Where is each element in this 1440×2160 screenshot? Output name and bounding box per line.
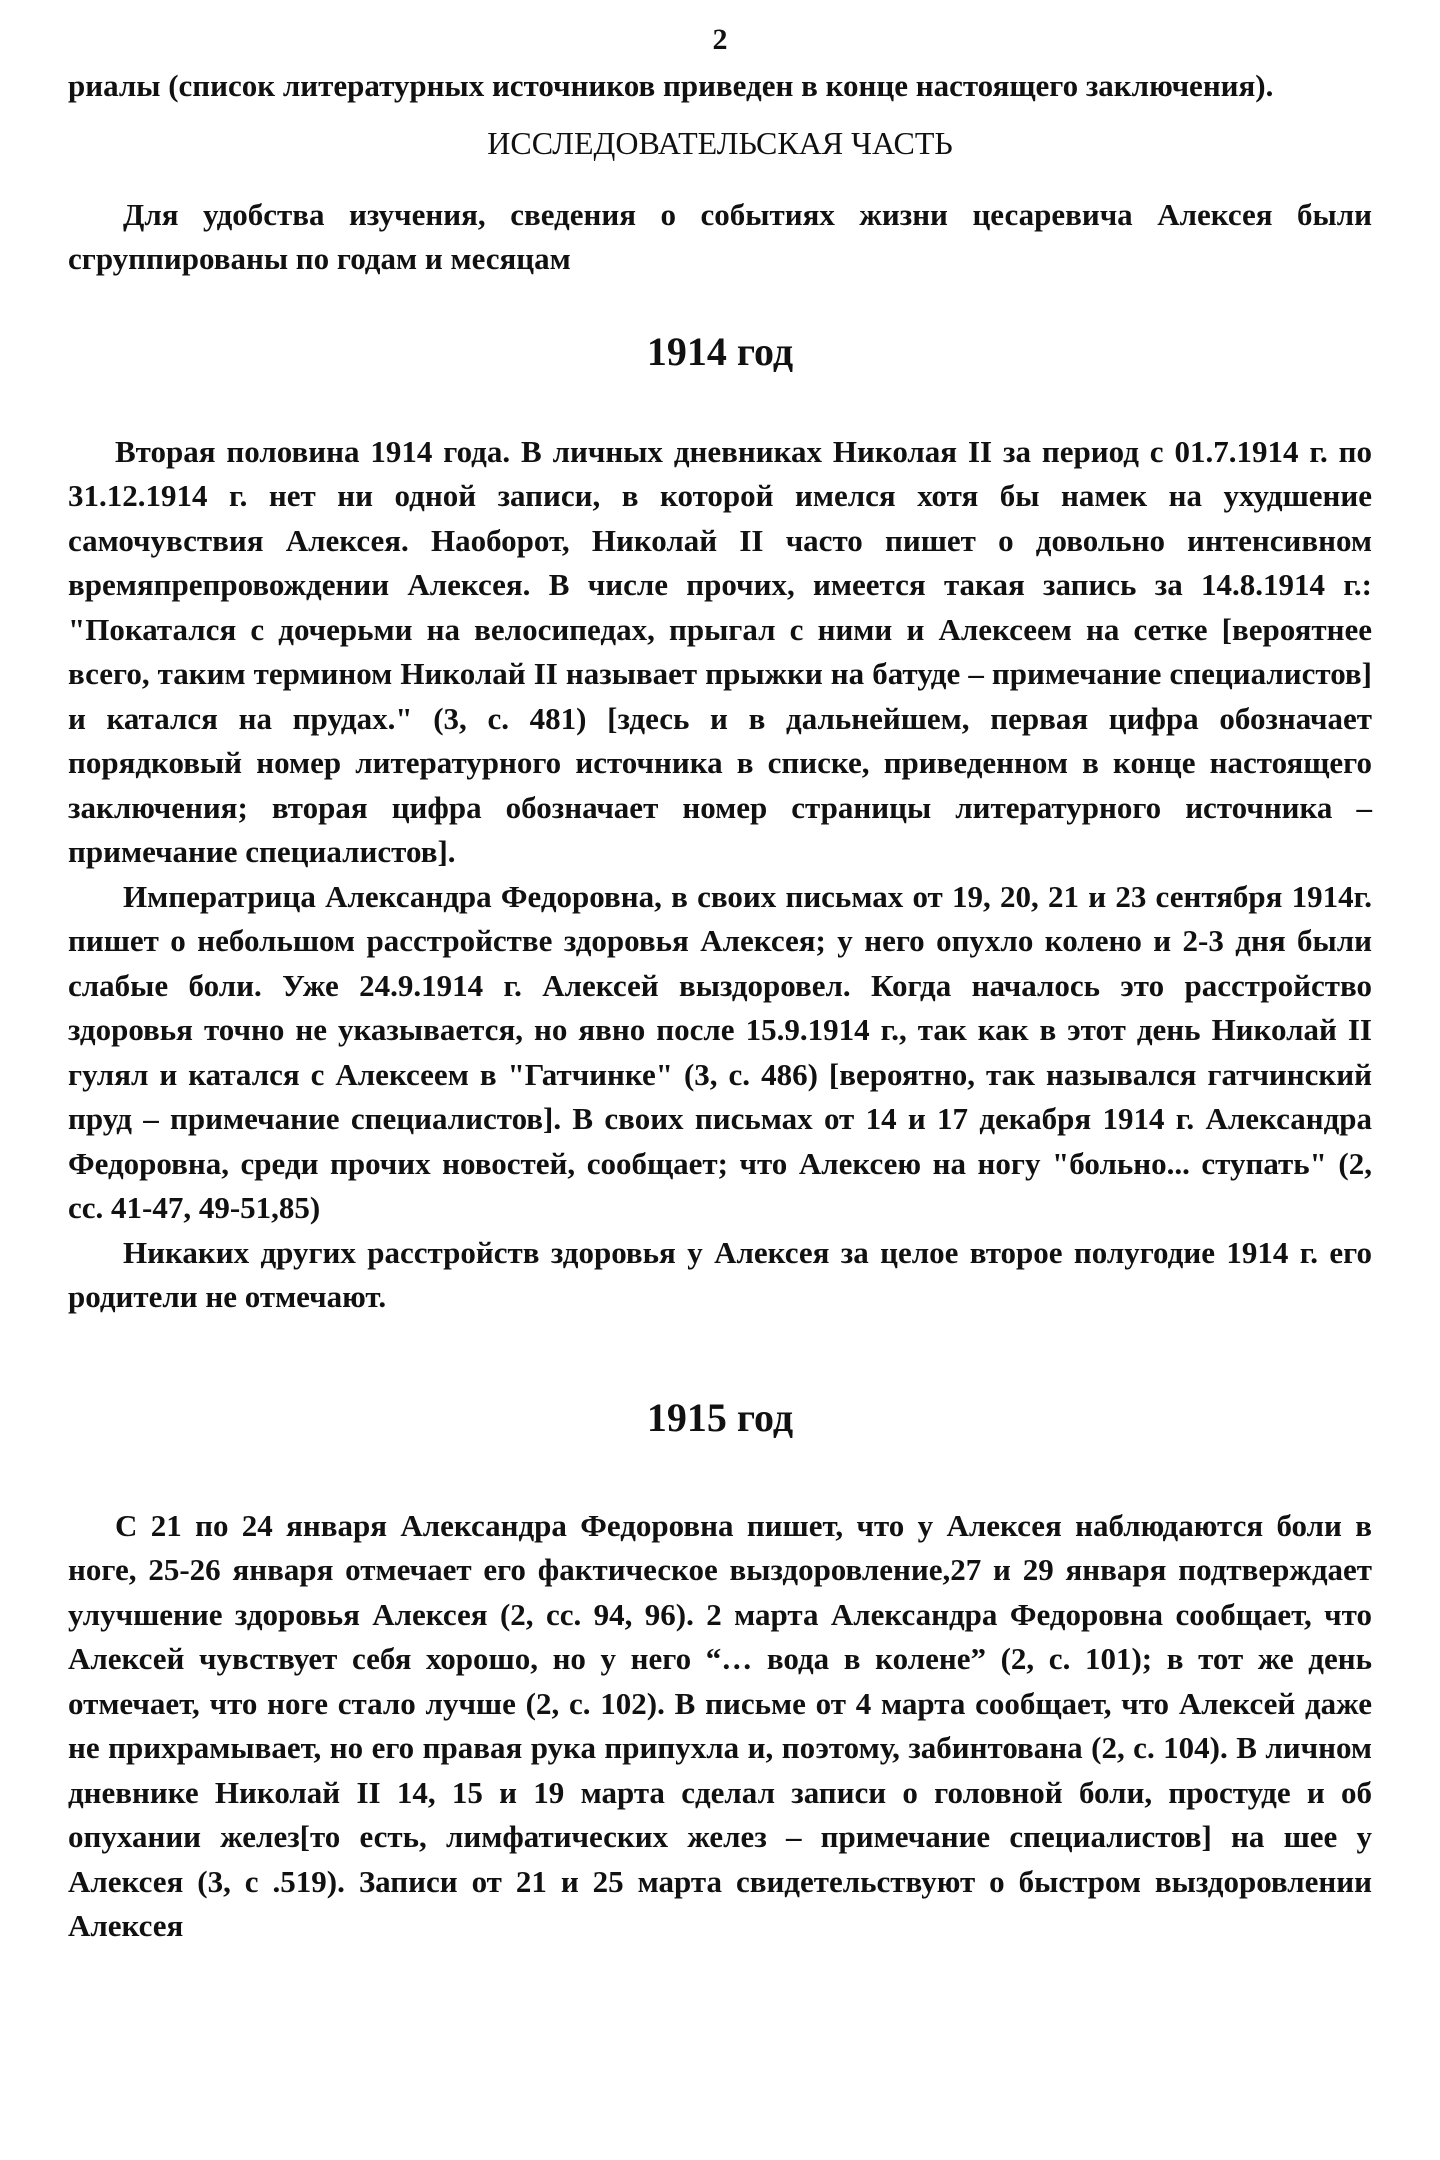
year-heading-1914: 1914 год xyxy=(646,328,794,374)
section-intro: Для удобства изучения, сведения о событиях жизни цесаревича Алексея были сгруппированы по годам и месяцам xyxy=(68,196,1372,276)
page-number: 2 xyxy=(712,23,728,56)
intro-continuation: риалы (список литературных источников приведен в конце настоящего заключения). xyxy=(68,68,1274,103)
paragraph-1915-1: С 21 по 24 января Александра Федоровна пишет, что у Алексея наблюдаются боли в ноге, 25-26 января отмечает его фактическое выздоровление,27 и 29 января подтверждает улучшение здоровья Алексея (2, сс. 94, 96). 2 марта Александра Федоровна сообщает, что Алексей чувствует себя хорошо, но у него “… вода в колене” (2, с. 101); в тот же день отмечает, что ноге стало лучше (2, с. 102). В письме от 4 марта сообщает, что Алексей даже не прихрамывает, но его правая рука припухла и, поэтому, забинтована (2, с. 104). В личном дневнике Николай II 14, 15 и 19 марта сделал записи о головной боли, простуде и об опухании желез[то есть, лимфатических желез – примечание специалистов] на шее у Алексея (3, с .519). Записи от 21 и 25 марта свидетельствуют о быстром выздоровлении Алексея xyxy=(68,1507,1372,1943)
year-heading-1915: 1915 год xyxy=(646,1394,794,1440)
paragraph-1914-2: Императрица Александра Федоровна, в своих письмах от 19, 20, 21 и 23 сентября 1914г. пишет о небольшом расстройстве здоровья Алексея; у него опухло колено и 2-3 дня были слабые боли. Уже 24.9.1914 г. Алексей выздоровел. Когда началось это расстройство здоровья точно не указывается, но явно после 15.9.1914 г., так как в этот день Николай II гулял и катался с Алексеем в "Гатчинке" (3, с. 486) [вероятно, так назывался гатчинский пруд – примечание специалистов]. В своих письмах от 14 и 17 декабря 1914 г. Александра Федоровна, среди прочих новостей, сообщает; что Алексею на ногу "больно... ступать" (2, сс. 41-47, 49-51,85) xyxy=(68,878,1372,1225)
paragraph-1914-1: Вторая половина 1914 года. В личных дневниках Николая II за период с 01.7.1914 г. по 31.12.1914 г. нет ни одной записи, в которой имелся хотя бы намек на ухудшение самочувствия Алексея. Наоборот, Николай II часто пишет о довольно интенсивном времяпрепровождении Алексея. В числе прочих, имеется такая запись за 14.8.1914 г.: "Покатался с дочерьми на велосипедах, прыгал с ними и Алексеем на сетке [вероятнее всего, таким термином Николай II называет прыжки на батуде – примечание специалистов] и катался на прудах." (3, с. 481) [здесь и в дальнейшем, первая цифра обозначает порядковый номер литературного источника в списке, приведенном в конце настоящего заключения; вторая цифра обозначает номер страницы литературного источника – примечание специалистов]. xyxy=(68,433,1372,869)
section-title: ИССЛЕДОВАТЕЛЬСКАЯ ЧАСТЬ xyxy=(487,124,953,161)
page-content xyxy=(68,20,1372,1949)
paragraph-1914-3: Никаких других расстройств здоровья у Алексея за целое второе полугодие 1914 г. его родители не отмечают. xyxy=(68,1234,1372,1314)
